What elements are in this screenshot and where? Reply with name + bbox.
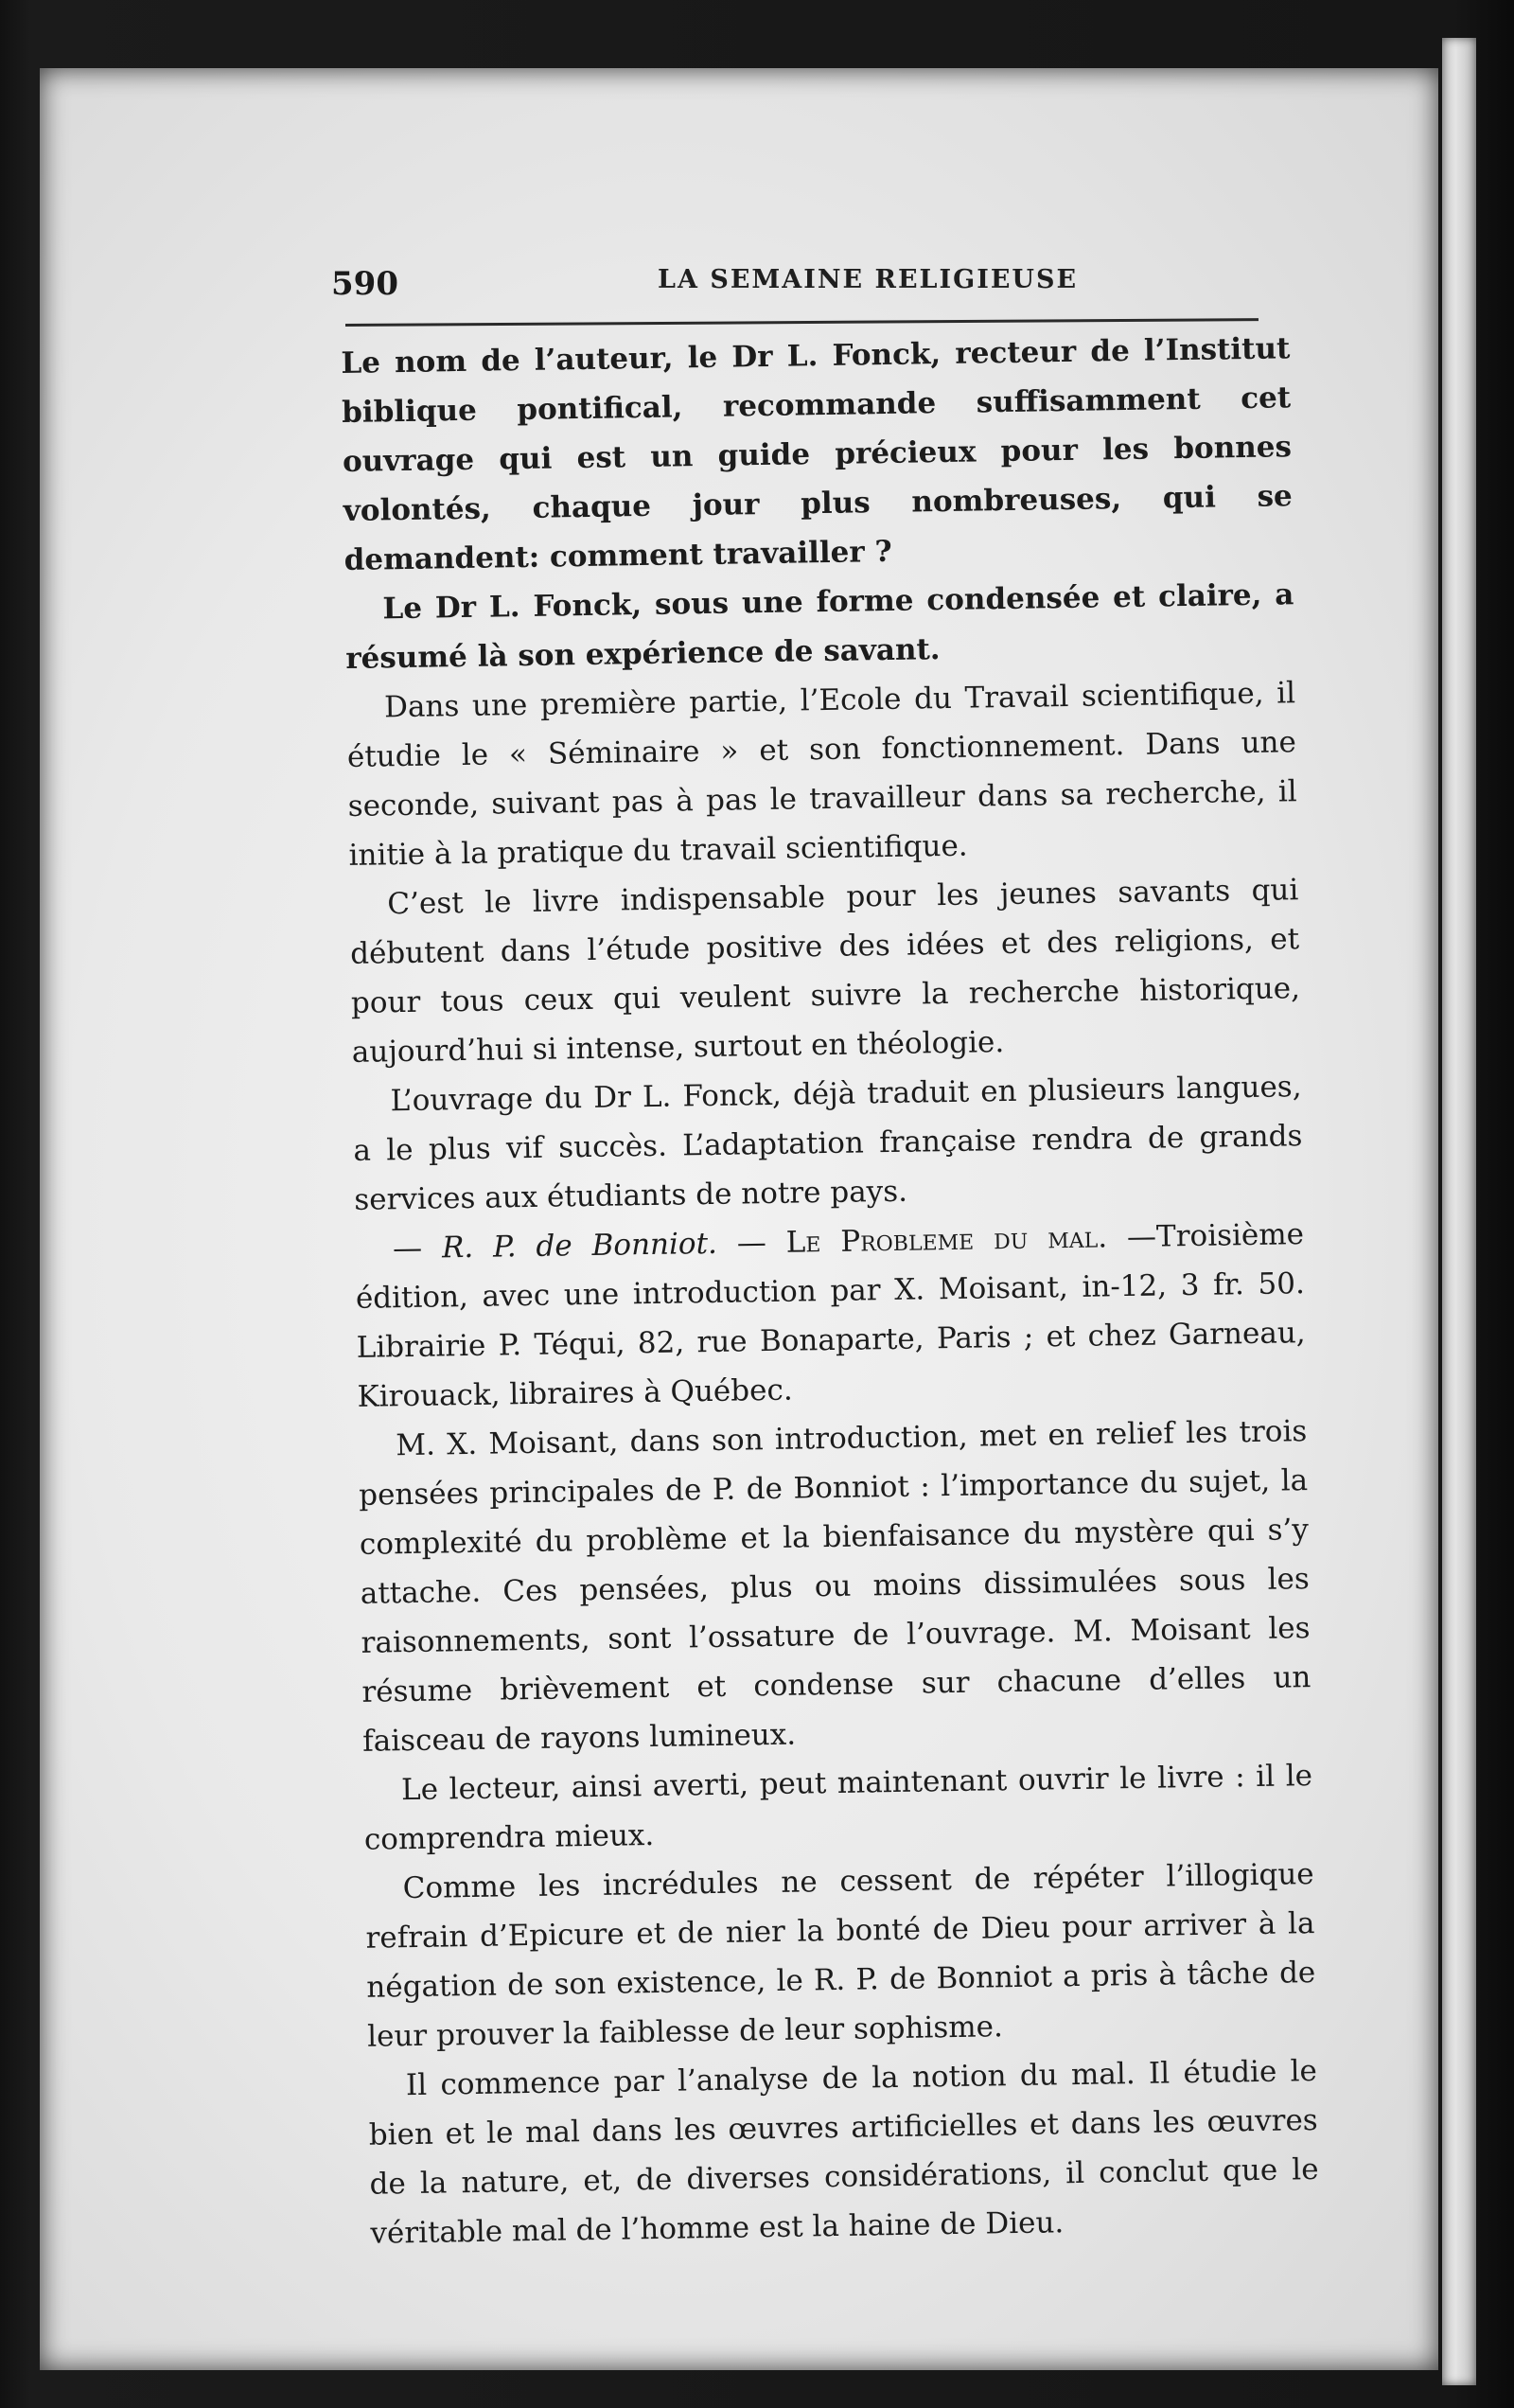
paragraph: Le nom de l’auteur, le Dr L. Fonck, recteur de l’Institut biblique pontifical, recommande suffisamment cet ouvrage qui est un guide précieux pour les bonnes volontés, chaque jour plus nombreuses, qui se demandent: comment travailler ? — [341, 331, 1294, 577]
book-entry-prefix: — — [392, 1231, 443, 1266]
paragraph: M. X. Moisant, dans son introduction, met en relief les trois pensées principales de P. de Bonniot : l’importance du sujet, la complexité du problème et la bienfaisance du mystère qui s’y attache. Ces pensées, plus ou moins dissimulées sous les raisonnements, sont l’ossature de l’ouvrage. M. Moisant les résume brièvement et condense sur chacune d’elles un faisceau de rayons lumineux. — [358, 1414, 1312, 1759]
paragraph: Le Dr L. Fonck, sous une forme condensée et claire, a résumé là son expérience de savant. — [345, 577, 1294, 676]
paragraph: Comme les incrédules ne cessent de répéter l’illogique refrain d’Epicure et de nier la bonté de Dieu pour arriver à la négation de son existence, le R. P. de Bonniot a pris à tâche de leur prouver la faiblesse de leur sophisme. — [365, 1857, 1316, 2054]
paragraph: L’ouvrage du Dr L. Fonck, déjà traduit en plusieurs langues, a le plus vif succès. L’adaptation française rendra de grands services aux étudiants de notre pays. — [353, 1070, 1303, 1217]
book-entry — [355, 1210, 1307, 1422]
running-title: LA SEMAINE RELIGIEUSE — [658, 265, 1079, 294]
book-entry-dash: — — [716, 1225, 787, 1261]
paragraph: Il commence par l’analyse de la notion du mal. Il étudie le bien et le mal dans les œuvres artificielles et dans les œuvres de la nature, et, de diverses considérations, il conclut que le véritable mal de l’homme est la haine de Dieu. — [368, 2054, 1319, 2251]
paragraph: C’est le livre indispensable pour les jeunes savants qui débutent dans l’étude positive des idées et des religions, et pour tous ceux qui veulent suivre la recherche historique, aujourd’hui si intense, surtout en théologie. — [349, 873, 1301, 1070]
body-text — [341, 324, 1320, 2258]
adjacent-page-edge — [1442, 38, 1476, 2385]
book-author: R. P. de Bonniot. — [441, 1226, 718, 1266]
paragraph: Le lecteur, ainsi averti, peut maintenant ouvrir le livre : il le comprendra mieux. — [363, 1759, 1313, 1857]
book-title: Le Probleme du mal. — [785, 1220, 1108, 1260]
paragraph: Dans une première partie, l’Ecole du Travail scientifique, il étudie le « Séminaire » et son fonctionnement. Dans une seconde, suivant pas à pas le travailleur dans sa recherche, il initie à la pratique du travail scientifique. — [346, 676, 1297, 873]
page-header — [331, 265, 1277, 322]
page-number: 590 — [331, 265, 398, 303]
book-details: —Troisième édition, avec une introduction par X. Moisant, in-12, 3 fr. 50. Librairie P. Téqui, 82, rue Bonaparte, Paris ; et chez Garneau, Kirouack, libraires à Québec. — [355, 1217, 1306, 1414]
